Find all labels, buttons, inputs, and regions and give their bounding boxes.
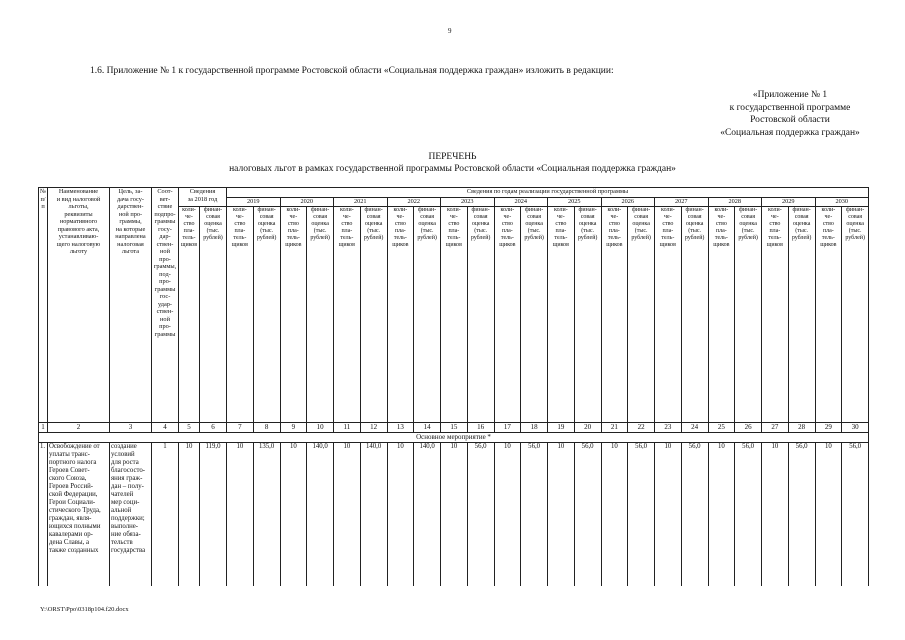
value-cell: 140,0 [360, 443, 387, 587]
column-number: 5 [179, 423, 200, 433]
annex-header [690, 89, 890, 139]
file-path: Y:\ORST\Ppo\0318p104.f20.docx [40, 606, 129, 613]
column-number: 30 [842, 423, 869, 433]
value-cell: 56,0 [788, 443, 815, 587]
value-cell: 119,0 [200, 443, 227, 587]
column-number: 2 [48, 423, 110, 433]
value-cell: 140,0 [307, 443, 334, 587]
header-program-goal: Цель, за- дача госу- дарствен- ной про- граммы, на которые направлена налоговая льгота [110, 188, 152, 423]
header-taxpayer-count: коли- че- ство пла- тель- щиков [179, 207, 200, 423]
value-cell: 56,0 [681, 443, 708, 587]
header-taxpayer-count: коли- че- ство пла- тель- щиков [280, 207, 307, 423]
column-number: 19 [548, 423, 575, 433]
value-cell: 10 [708, 443, 735, 587]
value-cell: 56,0 [842, 443, 869, 587]
column-number: 9 [280, 423, 307, 433]
value-cell: 10 [280, 443, 307, 587]
value-cell: 10 [387, 443, 414, 587]
column-number: 22 [628, 423, 655, 433]
value-cell: 10 [548, 443, 575, 587]
header-year: 2027 [655, 198, 709, 207]
value-cell: 56,0 [628, 443, 655, 587]
intro-paragraph: 1.6. Приложение № 1 к государственной программе Ростовской области «Социальная поддержка граждан» изложить в редакции: [90, 66, 614, 76]
header-year: 2028 [708, 198, 762, 207]
header-financial-estimate: финан- совая оценка (тыс. рублей) [574, 207, 601, 423]
annex-line: к государственной программе [729, 102, 851, 113]
column-number: 13 [387, 423, 414, 433]
row-number: 1. [39, 443, 48, 587]
value-cell: 56,0 [467, 443, 494, 587]
value-cell: 10 [227, 443, 254, 587]
column-number: 28 [788, 423, 815, 433]
column-number: 6 [200, 423, 227, 433]
header-taxpayer-count: коли- че- ство пла- тель- щиков [762, 207, 789, 423]
header-financial-estimate: финан- совая оценка (тыс. рублей) [735, 207, 762, 423]
value-cell: 10 [762, 443, 789, 587]
header-taxpayer-count: коли- че- ство пла- тель- щиков [494, 207, 521, 423]
column-number: 3 [110, 423, 152, 433]
header-year: 2019 [227, 198, 281, 207]
header-year: 2026 [601, 198, 655, 207]
header-taxpayer-count: коли- че- ство пла- тель- щиков [655, 207, 682, 423]
header-year: 2029 [762, 198, 816, 207]
column-number: 25 [708, 423, 735, 433]
header-financial-estimate: финан- совая оценка (тыс. рублей) [360, 207, 387, 423]
column-number: 8 [253, 423, 280, 433]
header-taxpayer-count: коли- че- ство пла- тель- щиков [387, 207, 414, 423]
column-number: 20 [574, 423, 601, 433]
header-financial-estimate: финан- совая оценка (тыс. рублей) [842, 207, 869, 423]
header-financial-estimate: финан- совая оценка (тыс. рублей) [414, 207, 441, 423]
column-number: 4 [152, 423, 179, 433]
column-number: 12 [360, 423, 387, 433]
header-taxpayer-count: коли- че- ство пла- тель- щиков [601, 207, 628, 423]
annex-line: Ростовской области [750, 115, 830, 125]
value-cell: 10 [601, 443, 628, 587]
column-number: 16 [467, 423, 494, 433]
header-year: 2022 [387, 198, 441, 207]
value-cell: 10 [334, 443, 361, 587]
annex-line: «Социальная поддержка граждан» [720, 127, 860, 138]
header-year: 2024 [494, 198, 548, 207]
value-cell: 56,0 [521, 443, 548, 587]
section-row: Основное мероприятие * [39, 433, 869, 443]
column-number: 23 [655, 423, 682, 433]
column-number: 24 [681, 423, 708, 433]
column-number: 26 [735, 423, 762, 433]
value-cell: 56,0 [735, 443, 762, 587]
header-year: 2020 [280, 198, 334, 207]
header-benefit-name: Наименование и вид налоговой льготы, реквизиты нормативного правового акта, устанавливаю- щего налоговую льготу [48, 188, 110, 423]
column-number: 17 [494, 423, 521, 433]
header-year: 2025 [548, 198, 602, 207]
header-taxpayer-count: коли- че- ство пла- тель- щиков [227, 207, 254, 423]
header-financial-estimate: финан- совая оценка (тыс. рублей) [681, 207, 708, 423]
subprogram-match-cell: 1 [152, 443, 179, 587]
header-taxpayer-count: коли- че- ство пла- тель- щиков [548, 207, 575, 423]
value-cell: 10 [655, 443, 682, 587]
header-taxpayer-count: коли- че- ство пла- тель- щиков [708, 207, 735, 423]
header-year: 2021 [334, 198, 388, 207]
tax-benefits-table [38, 187, 869, 586]
value-cell: 140,0 [414, 443, 441, 587]
value-cell: 10 [179, 443, 200, 587]
header-financial-estimate: финан- совая оценка (тыс. рублей) [253, 207, 280, 423]
annex-line: «Приложение № 1 [752, 90, 828, 100]
header-taxpayer-count: коли- че- ство пла- тель- щиков [334, 207, 361, 423]
header-year: 2030 [815, 198, 869, 207]
program-goal-cell: создание условий для роста благососто- яния граж- дан – полу- чателей мер соци- альной поддержки; выполне- ние обяза- тельств государства [110, 443, 152, 587]
column-number: 14 [414, 423, 441, 433]
header-financial-estimate: финан- совая оценка (тыс. рублей) [200, 207, 227, 423]
header-financial-estimate: финан- совая оценка (тыс. рублей) [521, 207, 548, 423]
header-financial-estimate: финан- совая оценка (тыс. рублей) [467, 207, 494, 423]
header-subprogram-match: Соот- вет- ствие подпро- граммы госу- дар- ствен- ной про- граммы, под- про- граммы гос- удар- ствен- ной про- граммы [152, 188, 179, 423]
header-2018: Сведения за 2018 год [179, 188, 227, 207]
header-years-group: Сведения по годам реализации государственной программы [227, 188, 869, 198]
column-number: 15 [441, 423, 468, 433]
value-cell: 10 [815, 443, 842, 587]
benefit-name-cell: Освобождение от уплаты транс- портного налога Героев Совет- ского Союза, Героев Россий- ской Федерации, Герои Социали- стического Труда, граждан, явля- ющихся полными кавалерами ор- дена Славы, а также созданных [48, 443, 110, 587]
value-cell: 56,0 [574, 443, 601, 587]
header-financial-estimate: финан- совая оценка (тыс. рублей) [628, 207, 655, 423]
header-taxpayer-count: коли- че- ство пла- тель- щиков [815, 207, 842, 423]
document-title: ПЕРЕЧЕНЬ [428, 152, 477, 162]
column-number: 10 [307, 423, 334, 433]
header-financial-estimate: финан- совая оценка (тыс. рублей) [788, 207, 815, 423]
value-cell: 135,0 [253, 443, 280, 587]
column-number: 21 [601, 423, 628, 433]
column-number: 1 [39, 423, 48, 433]
column-number: 29 [815, 423, 842, 433]
column-number: 11 [334, 423, 361, 433]
page-number: 9 [448, 27, 452, 35]
header-year: 2023 [441, 198, 495, 207]
document-subtitle: налоговых льгот в рамках государственной программы Ростовской области «Социальная поддержка граждан» [229, 164, 676, 174]
column-number: 18 [521, 423, 548, 433]
header-taxpayer-count: коли- че- ство пла- тель- щиков [441, 207, 468, 423]
value-cell: 10 [441, 443, 468, 587]
header-financial-estimate: финан- совая оценка (тыс. рублей) [307, 207, 334, 423]
column-number: 27 [762, 423, 789, 433]
column-number: 7 [227, 423, 254, 433]
value-cell: 10 [494, 443, 521, 587]
header-number: № п/п [39, 188, 48, 423]
